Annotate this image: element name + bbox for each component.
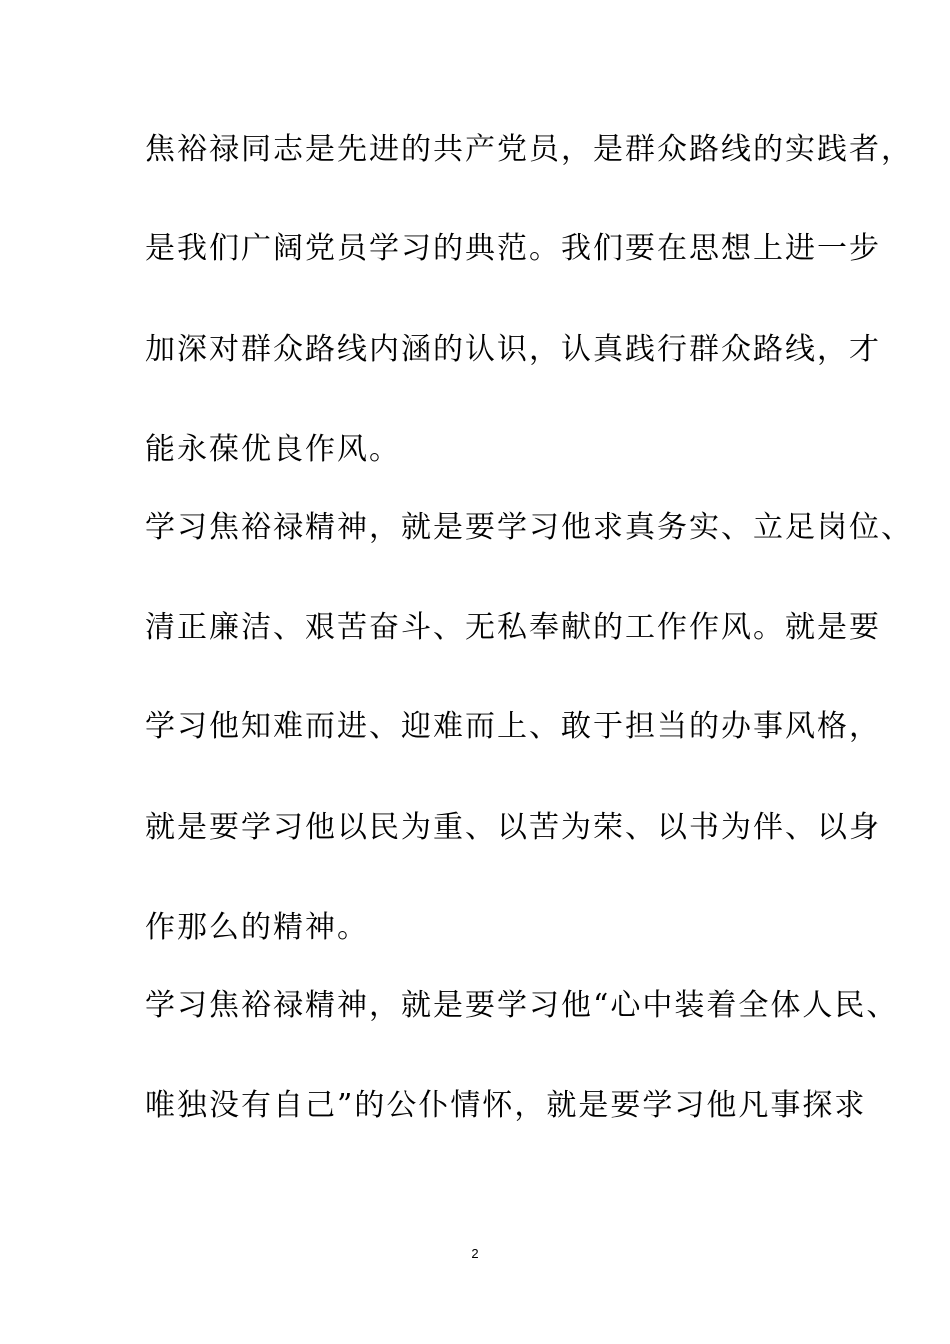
text-line-10: 学习焦裕禄精神，就是要学习他“心中装着全体人民、 — [145, 988, 899, 1023]
text-line-7: 学习他知难而进、迎难而上、敢于担当的办事风格， — [145, 709, 881, 744]
text-line-2: 是我们广阔党员学习的典范。我们要在思想上进一步 — [145, 231, 881, 266]
text-line-11: 唯独没有自己”的公仆情怀，就是要学习他凡事探求 — [145, 1088, 867, 1123]
text-line-1: 焦裕禄同志是先进的共产党员，是群众路线的实践者， — [145, 132, 913, 167]
text-line-4: 能永葆优良作风。 — [145, 432, 401, 467]
text-line-5: 学习焦裕禄精神，就是要学习他求真务实、立足岗位、 — [145, 510, 913, 545]
text-line-9: 作那么的精神。 — [145, 910, 369, 945]
text-line-6: 清正廉洁、艰苦奋斗、无私奉献的工作作风。就是要 — [145, 610, 881, 645]
page-number: 2 — [471, 1246, 479, 1261]
text-line-3: 加深对群众路线内涵的认识，认真践行群众路线，才 — [145, 332, 881, 367]
text-line-8: 就是要学习他以民为重、以苦为荣、以书为伴、以身 — [145, 810, 881, 845]
